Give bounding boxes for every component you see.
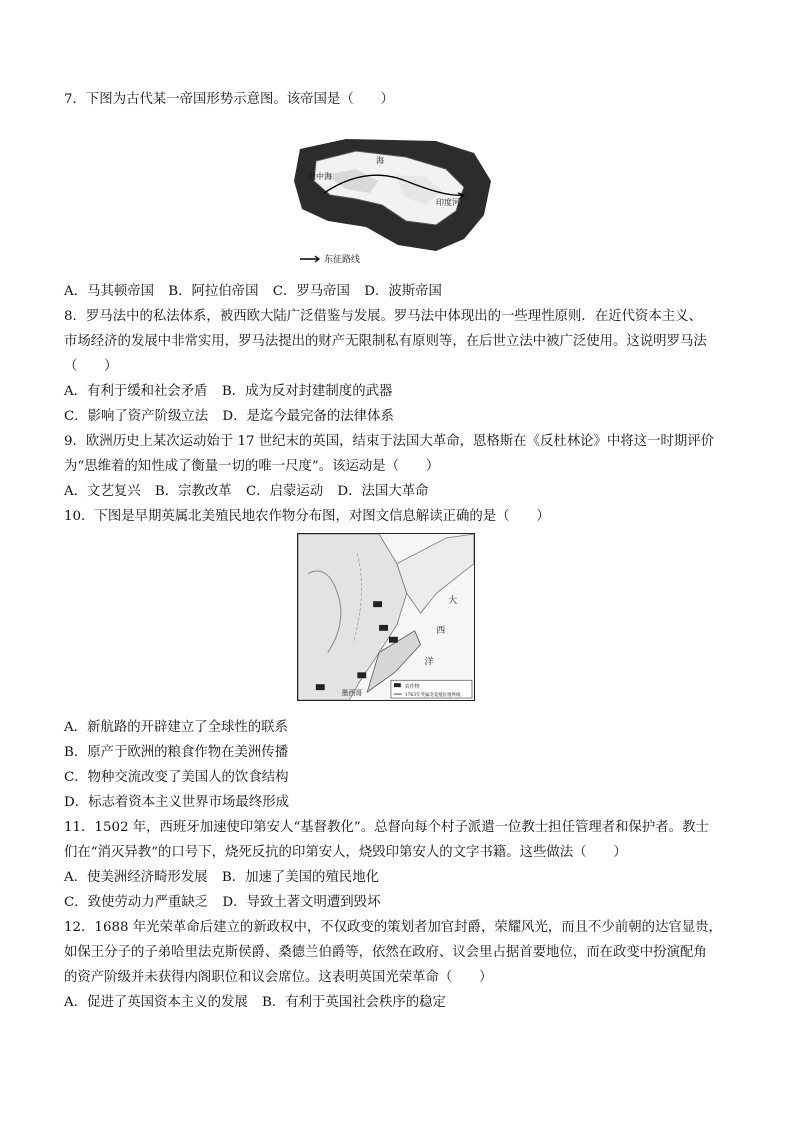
q10-stem: 10．下图是早期英属北美殖民地农作物分布图，对图文信息解读正确的是（ ） (64, 509, 550, 524)
q10-map-label-2: 西 (436, 625, 446, 636)
q11-option-a[interactable]: A．使美洲经济畸形发展 (64, 870, 208, 885)
q8-stem-line-2: 市场经济的发展中非常实用，罗马法提出的财产无限制私有原则等，在后世立法中被广泛使用。这说明罗马法 (64, 334, 707, 349)
q11-option-d[interactable]: D．导致土著文明遭到毁坏 (222, 895, 381, 910)
q10-option-d[interactable]: D．标志着资本主义世界市场最终形成 (64, 795, 289, 810)
q8-stem-line-1: 8．罗马法中的私法体系，被西欧大陆广泛借鉴与发展。罗马法中体现出的一些理性原则．在近代资本主义、 (64, 309, 702, 324)
q8-options-row-1 (64, 383, 392, 401)
q7-option-d[interactable]: D．波斯帝国 (364, 284, 442, 299)
q7-option-c[interactable]: C．罗马帝国 (272, 284, 350, 299)
q10-legend-boundary: 1763年英属北美殖民地界线 (404, 693, 461, 699)
q9-options (64, 483, 429, 501)
q7-map-label-1: 地中海 (308, 172, 332, 181)
q10-map-label-3: 洋 (424, 657, 434, 668)
q7-stem: 7．下图为古代某一帝国形势示意图。该帝国是（ ） (64, 92, 394, 107)
q12-stem-line-1: 12．1688 年光荣革命后建立的新政权中，不仅政变的策划者加官封爵，荣耀风光，而且不少前朝的达官显贵， (64, 920, 722, 935)
q8-option-a[interactable]: A．有利于缓和社会矛盾 (64, 384, 208, 399)
q7-legend-label: 东征路线 (324, 255, 361, 265)
q12-option-a[interactable]: A．促进了英国资本主义的发展 (64, 995, 248, 1010)
q7-map-label-2: 海 (376, 156, 384, 165)
q11-stem-line-2: 们在“消灭异教”的口号下，烧死反抗的印第安人，烧毁印第安人的文字书籍。这些做法（ ） (64, 845, 627, 860)
q8-option-d[interactable]: D．是迄今最完备的法律体系 (222, 409, 394, 424)
q11-stem-line-1: 11．1502 年，西班牙加速使印第安人“基督教化”。总督向每个村子派遣一位教士担任管理者和保护者。教士 (64, 820, 709, 835)
q10-map-label-4: 墨西哥 (341, 689, 363, 698)
q7-empire-map (286, 135, 496, 271)
q11-option-b[interactable]: B．加速了美国的殖民地化 (221, 870, 379, 885)
q9-option-c[interactable]: C．启蒙运动 (245, 484, 324, 499)
q7-option-b[interactable]: B．阿拉伯帝国 (168, 284, 259, 299)
q9-option-a[interactable]: A．文艺复兴 (64, 484, 141, 499)
q12-option-b[interactable]: B．有利于英国社会秩序的稳定 (262, 995, 446, 1010)
q7-map-label-3: 印度河 (436, 198, 460, 207)
q11-option-c[interactable]: C．致使劳动力严重缺乏 (64, 895, 209, 910)
q8-options-row-2 (64, 408, 394, 426)
q7-option-a[interactable]: A．马其顿帝国 (64, 284, 155, 299)
q7-options (64, 283, 442, 301)
q8-option-c[interactable]: C．影响了资产阶级立法 (64, 409, 209, 424)
q8-option-b[interactable]: B．成为反对封建制度的武器 (221, 384, 393, 399)
q12-stem-line-3: 的资产阶级并未获得内阁职位和议会席位。这表明英国光荣革命（ ） (64, 970, 493, 985)
q10-colonial-crops-map (297, 533, 475, 701)
q12-stem-line-2: 如保王分子的子弟哈里法克斯侯爵、桑德兰伯爵等，依然在政府、议会里占据首要地位，而在政变中扮演配角 (64, 945, 707, 960)
q10-map-label-1: 大 (448, 596, 458, 607)
q12-options-row-1 (64, 994, 446, 1012)
q11-options-row-2 (64, 894, 380, 912)
q10-option-c[interactable]: C．物种交流改变了美国人的饮食结构 (64, 770, 289, 785)
q9-stem-line-1: 9．欧洲历史上某次运动始于 17 世纪末的英国，结束于法国大革命，恩格斯在《反杜林论》中将这一时期评价 (64, 434, 715, 449)
q10-legend-crop: 农作物 (404, 684, 420, 691)
q9-option-b[interactable]: B．宗教改革 (154, 484, 232, 499)
q9-stem-line-2: 为“思维着的知性成了衡量一切的唯一尺度”。该运动是（ ） (64, 459, 440, 474)
q8-stem-line-3: （ ） (64, 359, 118, 374)
q10-option-b[interactable]: B．原产于欧洲的粮食作物在美洲传播 (64, 745, 289, 760)
q9-option-d[interactable]: D．法国大革命 (337, 484, 429, 499)
q10-option-a[interactable]: A．新航路的开辟建立了全球性的联系 (64, 720, 288, 735)
q11-options-row-1 (64, 869, 379, 887)
